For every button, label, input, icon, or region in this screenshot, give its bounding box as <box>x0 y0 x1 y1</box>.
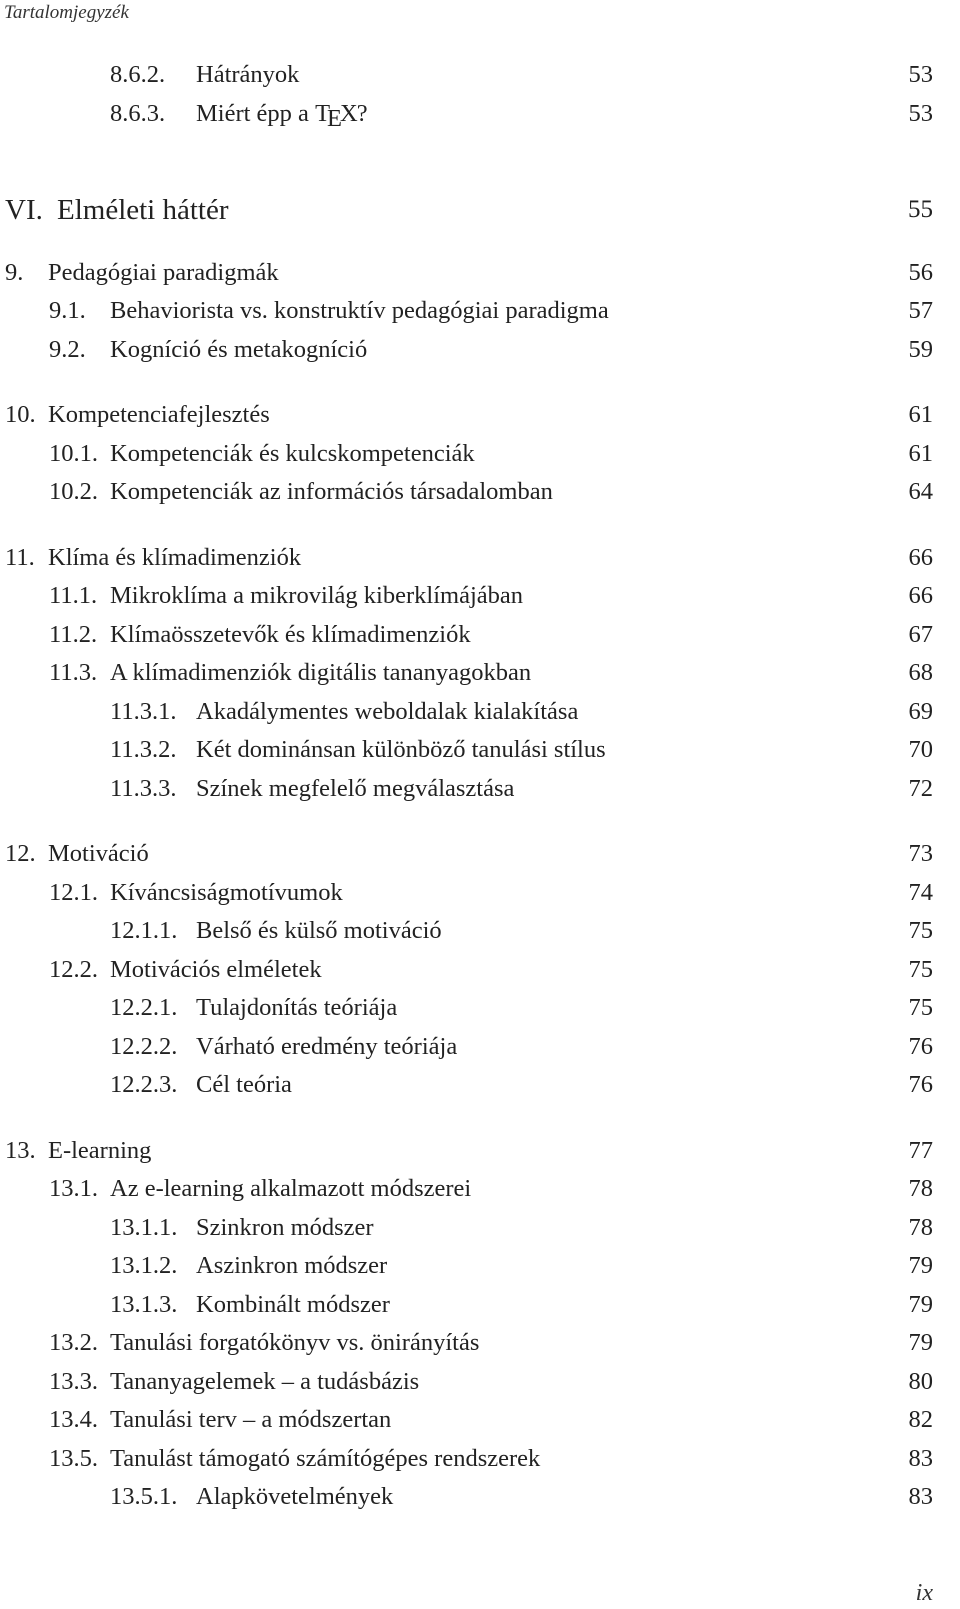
toc-entry-number: 12.2.2. <box>110 1032 178 1060</box>
toc-entry <box>0 292 960 331</box>
toc-entry-number: VI. <box>5 194 43 226</box>
toc-entry-number: 11. <box>5 543 35 571</box>
toc-chapter <box>0 539 960 578</box>
toc-entry-title: Mikroklíma a mikrovilág kiberklímájában <box>110 582 523 609</box>
toc-entry-title: Színek megfelelő megválasztása <box>196 774 515 802</box>
toc-entry-page: 53 <box>908 99 933 127</box>
toc-entry <box>0 1286 960 1325</box>
tex-logo-t: T <box>315 99 330 127</box>
toc-entry-title: Motiváció <box>48 840 149 867</box>
page-number: ix <box>915 1580 933 1606</box>
toc-entry-title-after: ? <box>356 99 368 127</box>
toc-entry <box>0 912 960 951</box>
toc-entry-number: 10.1. <box>49 439 98 467</box>
toc-entry-title: A klímadimenziók digitális tananyagokban <box>110 659 532 686</box>
toc-entry-page: 66 <box>908 582 933 609</box>
toc-entry-number: 13.4. <box>49 1406 98 1433</box>
toc-entry-title: Az e-learning alkalmazott módszerei <box>110 1175 472 1202</box>
toc-entry <box>0 577 960 616</box>
toc-entry-title: Tanulást támogató számítógépes rendszerek <box>110 1444 541 1472</box>
toc-entry-page: 66 <box>908 543 933 571</box>
toc-entry <box>0 1363 960 1402</box>
toc-entry <box>0 435 960 474</box>
toc-entry-number: 13.2. <box>49 1329 98 1356</box>
toc-entry-page: 78 <box>908 1175 933 1202</box>
toc-entry <box>0 473 960 512</box>
toc-entry-title: Klíma és klímadimenziók <box>48 543 302 571</box>
toc-entry-page: 79 <box>908 1252 933 1279</box>
toc-entry-number: 13.3. <box>49 1367 98 1395</box>
toc-entry-page: 75 <box>908 955 933 983</box>
toc-chapter <box>0 254 960 293</box>
toc-entry <box>0 331 960 370</box>
toc-chapter <box>0 835 960 874</box>
toc-entry-page: 69 <box>908 697 933 725</box>
toc-entry-page: 77 <box>908 1136 933 1164</box>
running-header: Tartalomjegyzék <box>4 2 129 23</box>
toc-entry-page: 56 <box>908 258 933 286</box>
toc-entry-page: 53 <box>908 61 933 88</box>
toc-entry <box>0 1440 960 1479</box>
toc-entry-number: 9.1. <box>49 297 86 324</box>
toc-entry-title: Akadálymentes weboldalak kialakítása <box>196 697 579 725</box>
toc-entry-page: 79 <box>908 1290 933 1318</box>
toc-entry-title: Klímaösszetevők és klímadimenziók <box>110 620 471 648</box>
toc-entry-page: 61 <box>908 401 933 428</box>
toc-entry-number: 11.3. <box>49 659 98 686</box>
toc-entry-number: 12.1.1. <box>110 917 178 944</box>
toc-entry-number: 12.1. <box>49 878 98 906</box>
toc-entry-page: 67 <box>908 620 933 648</box>
toc-entry-number: 13. <box>5 1136 36 1164</box>
toc-part <box>0 191 960 230</box>
toc-entry-page: 68 <box>908 659 933 686</box>
toc-entry-page: 73 <box>908 840 933 867</box>
toc-entry-page: 74 <box>908 878 933 906</box>
tex-logo-x: X <box>340 99 357 127</box>
toc-entry <box>0 693 960 732</box>
toc-entry <box>0 770 960 809</box>
toc-entry-number: 11.1. <box>49 582 98 609</box>
toc-entry-title: Cél teória <box>196 1071 292 1098</box>
toc-entry-number: 13.1.3. <box>110 1290 178 1318</box>
toc-entry-title: Kompetenciák az információs társadalomban <box>110 478 553 505</box>
toc-entry-page: 59 <box>908 335 933 363</box>
toc-entry <box>0 1478 960 1517</box>
toc-entry-title: E-learning <box>48 1136 152 1164</box>
toc-entry-title-before: Miért épp a <box>196 99 316 127</box>
toc-entry <box>0 1066 960 1105</box>
toc-entry-number: 12.2.3. <box>110 1071 178 1098</box>
toc-entry-page: 57 <box>908 297 933 324</box>
toc-entry-title: Kombinált módszer <box>196 1290 390 1318</box>
toc-entry-page: 83 <box>908 1444 933 1472</box>
toc-entry-title: Alapkövetelmények <box>196 1483 394 1510</box>
toc-entry <box>0 1324 960 1363</box>
toc-entry <box>0 1028 960 1067</box>
toc-entry-title: Tanulási forgatókönyv vs. önirányítás <box>110 1329 480 1356</box>
tex-logo <box>315 99 357 132</box>
toc-entry-page: 76 <box>908 1071 933 1098</box>
toc-entry-title: Kompetenciák és kulcskompetenciák <box>110 439 475 467</box>
toc-chapter <box>0 396 960 435</box>
toc-entry-page: 78 <box>908 1213 933 1241</box>
toc-entry-page: 83 <box>908 1483 933 1510</box>
toc-entry-title: Elméleti háttér <box>57 194 229 226</box>
toc-entry-number: 12. <box>5 840 36 867</box>
toc-entry-page: 80 <box>908 1367 933 1395</box>
toc-entry-page: 75 <box>908 917 933 944</box>
toc-entry-number: 11.3.3. <box>110 774 177 802</box>
toc-entry <box>0 95 960 134</box>
toc-entry-page: 55 <box>908 196 933 223</box>
toc-entry-number: 12.2.1. <box>110 994 178 1021</box>
toc-entry-page: 82 <box>908 1406 933 1433</box>
toc-entry-number: 9.2. <box>49 335 86 363</box>
toc-entry <box>0 731 960 770</box>
toc-entry-title: Kogníció és metakogníció <box>110 335 368 363</box>
toc-entry <box>0 989 960 1028</box>
toc-entry-number: 11.2. <box>49 620 98 648</box>
toc-entry-number: 12.2. <box>49 955 98 983</box>
toc-entry-title <box>196 95 368 134</box>
table-of-contents <box>0 56 960 1517</box>
toc-entry-number: 13.1.2. <box>110 1252 178 1279</box>
toc-entry-page: 76 <box>908 1032 933 1060</box>
toc-entry-number: 10.2. <box>49 478 98 505</box>
toc-entry-number: 11.3.2. <box>110 736 177 763</box>
toc-entry-title: Kíváncsiságmotívumok <box>110 878 343 906</box>
toc-entry-title: Tanulási terv – a módszertan <box>110 1406 392 1433</box>
toc-entry-number: 10. <box>5 401 36 428</box>
toc-entry <box>0 654 960 693</box>
toc-entry <box>0 1209 960 1248</box>
toc-entry <box>0 56 960 95</box>
toc-entry-title: Hátrányok <box>196 61 300 88</box>
toc-entry-page: 75 <box>908 994 933 1021</box>
toc-entry <box>0 1247 960 1286</box>
toc-entry-number: 11.3.1. <box>110 697 177 725</box>
toc-entry-page: 64 <box>908 478 933 505</box>
toc-entry <box>0 951 960 990</box>
toc-entry-number: 8.6.3. <box>110 99 166 127</box>
toc-entry-page: 72 <box>908 774 933 802</box>
toc-entry <box>0 616 960 655</box>
toc-entry <box>0 1170 960 1209</box>
toc-entry-number: 13.5.1. <box>110 1483 178 1510</box>
toc-entry-title: Tulajdonítás teóriája <box>196 994 398 1021</box>
toc-entry-number: 8.6.2. <box>110 61 166 88</box>
toc-entry-title: Várható eredmény teóriája <box>196 1032 458 1060</box>
toc-entry-number: 13.1. <box>49 1175 98 1202</box>
toc-entry-title: Motivációs elméletek <box>110 955 322 983</box>
toc-entry-title: Két dominánsan különböző tanulási stílus <box>196 736 606 763</box>
toc-entry-title: Pedagógiai paradigmák <box>48 258 279 286</box>
toc-entry-title: Tananyagelemek – a tudásbázis <box>110 1367 420 1395</box>
toc-entry-number: 13.5. <box>49 1444 98 1472</box>
toc-entry-title: Szinkron módszer <box>196 1213 374 1241</box>
toc-entry-title: Belső és külső motiváció <box>196 917 442 944</box>
toc-entry <box>0 874 960 913</box>
toc-entry-page: 61 <box>908 439 933 467</box>
toc-entry-title: Aszinkron módszer <box>196 1252 388 1279</box>
toc-entry-number: 9. <box>5 258 24 286</box>
toc-entry-title: Kompetenciafejlesztés <box>48 401 270 428</box>
toc-entry-page: 79 <box>908 1329 933 1356</box>
tex-logo-e: E <box>327 104 341 132</box>
toc-entry-page: 70 <box>908 736 933 763</box>
toc-entry-number: 13.1.1. <box>110 1213 178 1241</box>
toc-chapter <box>0 1132 960 1171</box>
toc-entry-title: Behaviorista vs. konstruktív pedagógiai paradigma <box>110 297 609 324</box>
toc-entry <box>0 1401 960 1440</box>
